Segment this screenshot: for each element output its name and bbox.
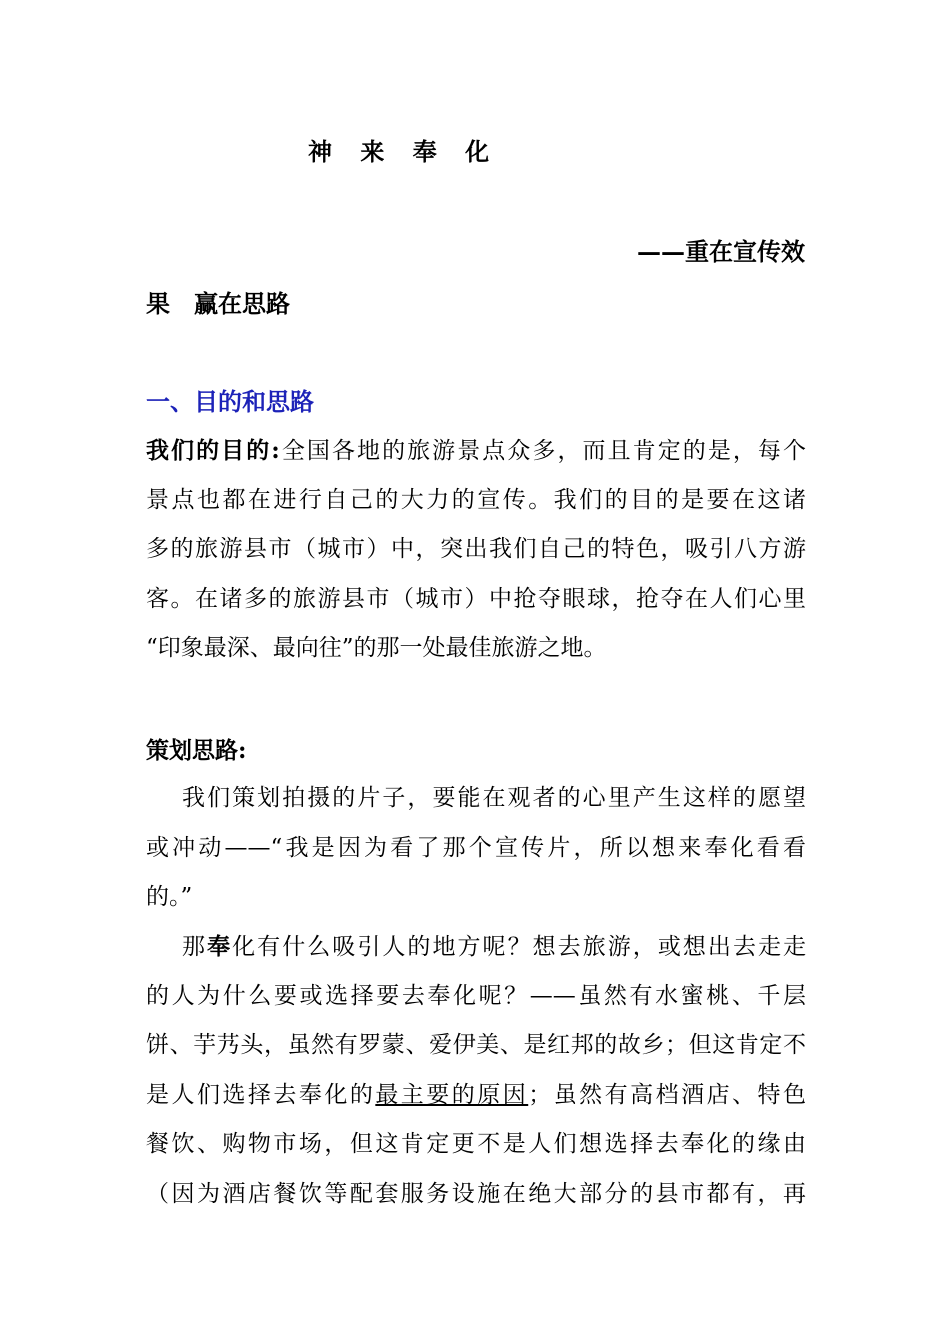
strategy-p2-line-2: 的人为什么要或选择要去奉化呢？——虽然有水蜜桃、千层 [146, 982, 806, 1009]
strategy-p2-line-1-a: 那 [180, 934, 208, 960]
strategy-p2-bold-word: 奉 [207, 933, 233, 960]
subtitle-part-2a: 果 [146, 289, 170, 318]
purpose-line-5: “印象最深、最向往”的那一处最佳旅游之地。 [146, 635, 607, 662]
strategy-label: 策划思路: [146, 737, 247, 764]
strategy-p1-line-2: 或冲动——“我是因为看了那个宣传片，所以想来奉化看看 [146, 834, 806, 861]
document-title: 神 来 奉 化 [308, 137, 500, 166]
subtitle-part-2b: 赢在思路 [194, 289, 290, 318]
strategy-paragraph-1 [146, 774, 806, 923]
strategy-p1-line-3: 的。” [146, 884, 193, 911]
purpose-line-3: 多的旅游县市（城市）中，突出我们自己的特色，吸引八方游 [146, 536, 806, 563]
strategy-p2-line-4-b: ；虽然有高档酒店、特色 [528, 1081, 807, 1108]
strategy-p2-line-4-a: 是人们选择去奉化的 [146, 1081, 376, 1108]
strategy-p2-line-5: 餐饮、购物市场，但这肯定更不是人们想选择去奉化的缘由 [146, 1131, 806, 1158]
strategy-p1-line-1 [146, 774, 806, 824]
strategy-paragraph-2 [146, 922, 806, 1220]
section-heading-purpose-and-approach: 一、目的和思路 [146, 387, 314, 416]
purpose-paragraph [146, 426, 806, 674]
purpose-line-1 [146, 426, 806, 476]
purpose-line-1-text: 全国各地的旅游景点众多，而且肯定的是，每个 [279, 438, 806, 464]
purpose-line-2: 景点也都在进行自己的大力的宣传。我们的目的是要在这诸 [146, 486, 806, 513]
purpose-line-4: 客。在诸多的旅游县市（城市）中抢夺眼球，抢夺在人们心里 [146, 585, 806, 612]
purpose-label: 我们的目的: [146, 437, 280, 464]
strategy-p2-line-1-b: 化有什么吸引人的地方呢？想去旅游，或想出去走走 [232, 934, 807, 960]
strategy-p1-line-1-text: 我们策划拍摄的片子，要能在观者的心里产生这样的愿望 [180, 785, 806, 811]
subtitle-part-1: ——重在宣传效 [637, 237, 805, 266]
strategy-p2-line-6: （因为酒店餐饮等配套服务设施在绝大部分的县市都有，再 [146, 1180, 806, 1207]
strategy-p2-line-4 [146, 1071, 806, 1121]
strategy-p2-line-3: 饼、芋艿头，虽然有罗蒙、爱伊美、是红邦的故乡；但这肯定不 [146, 1032, 806, 1059]
subtitle-part-2 [146, 284, 290, 319]
strategy-p2-line-1 [146, 922, 806, 972]
strategy-p2-underlined-phrase: 最主要的原因 [375, 1081, 529, 1108]
